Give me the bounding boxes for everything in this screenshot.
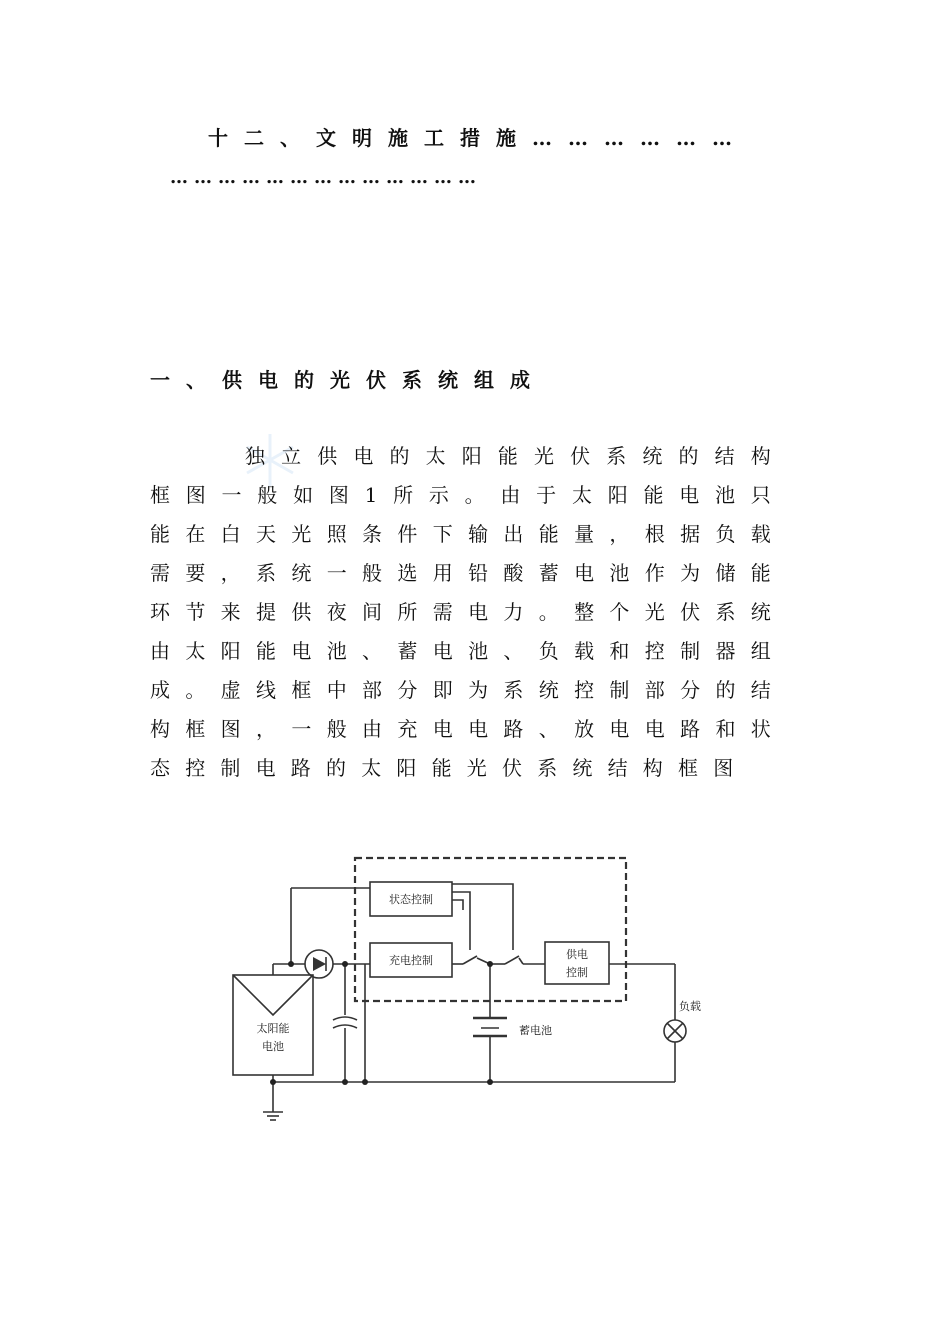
toc-entry-line2: ………………………………… — [170, 167, 482, 188]
pv-system-block-diagram — [225, 850, 715, 1130]
body-paragraph: 独立供电的太阳能光伏系统的结构框图一般如图1所示。由于太阳能电池只能在白天光照条件下输出能量，根据负载需要，系统一般选用铅酸蓄电池作为储能环节来提供夜间所需电力。整个光伏系统由太阳能电池、蓄电池、负载和控制器组成。虚线框中部分即为系统控制部分的结构框图，一般由充电电路、放电电路和状态控制电路的太阳能光伏系统结构框图 — [150, 444, 786, 780]
toc-entry-line1: 十二、文明施工措施……………… — [208, 126, 748, 150]
load-label: 负载 — [679, 1000, 701, 1013]
solar-cell-label-2: 电池 — [262, 1040, 284, 1053]
supply-control-label-1: 供电 — [566, 948, 588, 961]
battery-label: 蓄电池 — [519, 1024, 552, 1037]
solar-cell-label-1: 太阳能 — [256, 1022, 290, 1035]
supply-control-label-2: 控制 — [566, 966, 588, 979]
charge-control-label: 充电控制 — [389, 954, 433, 967]
section-heading: 一、供电的光伏系统组成 — [150, 368, 546, 392]
table-of-contents — [150, 118, 790, 198]
state-control-label: 状态控制 — [389, 893, 433, 906]
